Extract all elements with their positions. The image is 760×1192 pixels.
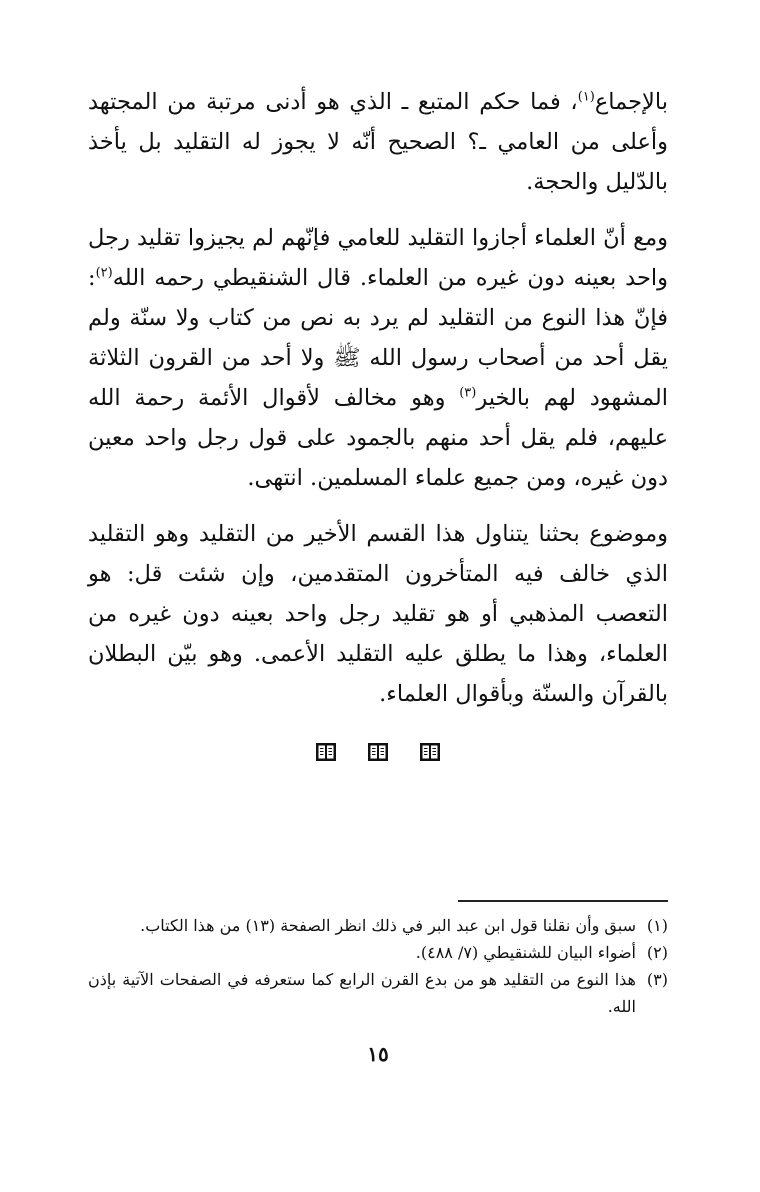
footnote-separator (458, 900, 668, 902)
text-run: : فإنّ هذا النوع من التقليد لم يرد به نص من كتاب ولا سنّة ولم يقل أحد من أصحاب رسول الله ﷺ ولا أحد من القرون الثلاثة المشهود لهم بالخير (88, 265, 668, 411)
text-run: وهو مخالف لأقوال الأئمة رحمة الله عليهم، فلم يقل أحد منهم بالجمود على قول رجل واحد معين دون غيره، ومن جميع علماء المسلمين. انتهى. (88, 385, 668, 491)
footnote-3 (88, 966, 668, 1020)
paragraph-3 (88, 514, 668, 714)
footnote-text: أضواء البيان للشنقيطي (٧/ ٤٨٨). (415, 943, 636, 962)
open-book-icon (315, 741, 337, 763)
paragraph-2 (88, 218, 668, 498)
footnote-ref-1: (١) (577, 89, 595, 105)
paragraph-1 (88, 82, 668, 202)
footnote-ref-3: (٣) (459, 385, 477, 401)
section-divider (88, 732, 668, 772)
footnotes (88, 900, 668, 1020)
footnote-number: (٢) (646, 943, 668, 962)
open-book-icon (419, 741, 441, 763)
footnote-text: سبق وأن نقلنا قول ابن عبد البر في ذلك انظر الصفحة (١٣) من هذا الكتاب. (140, 916, 636, 935)
footnote-text: هذا النوع من التقليد هو من بدع القرن الرابع كما ستعرفه في الصفحات الآتية بإذن الله. (88, 970, 636, 1016)
text-run: وموضوع بحثنا يتناول هذا القسم الأخير من التقليد وهو التقليد الذي خالف فيه المتأخرون المتقدمين، وإن شئت قل: هو التعصب المذهبي أو هو تقليد رجل واحد بعينه دون غيره من العلماء، وهذا ما يطلق عليه التقليد الأعمى. وهو بيّن البطلان بالقرآن والسنّة وبأقوال العلماء. (88, 521, 668, 707)
footnote-1 (88, 912, 668, 939)
text-run: ، فما حكم المتبع ـ الذي هو أدنى مرتبة من المجتهد وأعلى من العامي ـ؟ الصحيح أنّه لا يجوز له التقليد بل يأخذ بالدّليل والحجة. (88, 89, 668, 195)
page-number: ١٥ (367, 1042, 389, 1066)
footnote-number: (٣) (646, 970, 668, 989)
text-run: ومع أنّ العلماء أجازوا التقليد للعامي فإنّهم لم يجيزوا تقليد رجل واحد بعينه دون غيره من العلماء. قال الشنقيطي رحمه الله (88, 225, 668, 291)
footnote-2 (88, 939, 668, 966)
footnote-ref-2: (٢) (95, 265, 113, 281)
footnote-number: (١) (646, 916, 668, 935)
book-page (88, 82, 668, 1122)
text-run: بالإجماع (594, 89, 668, 115)
open-book-icon (367, 741, 389, 763)
